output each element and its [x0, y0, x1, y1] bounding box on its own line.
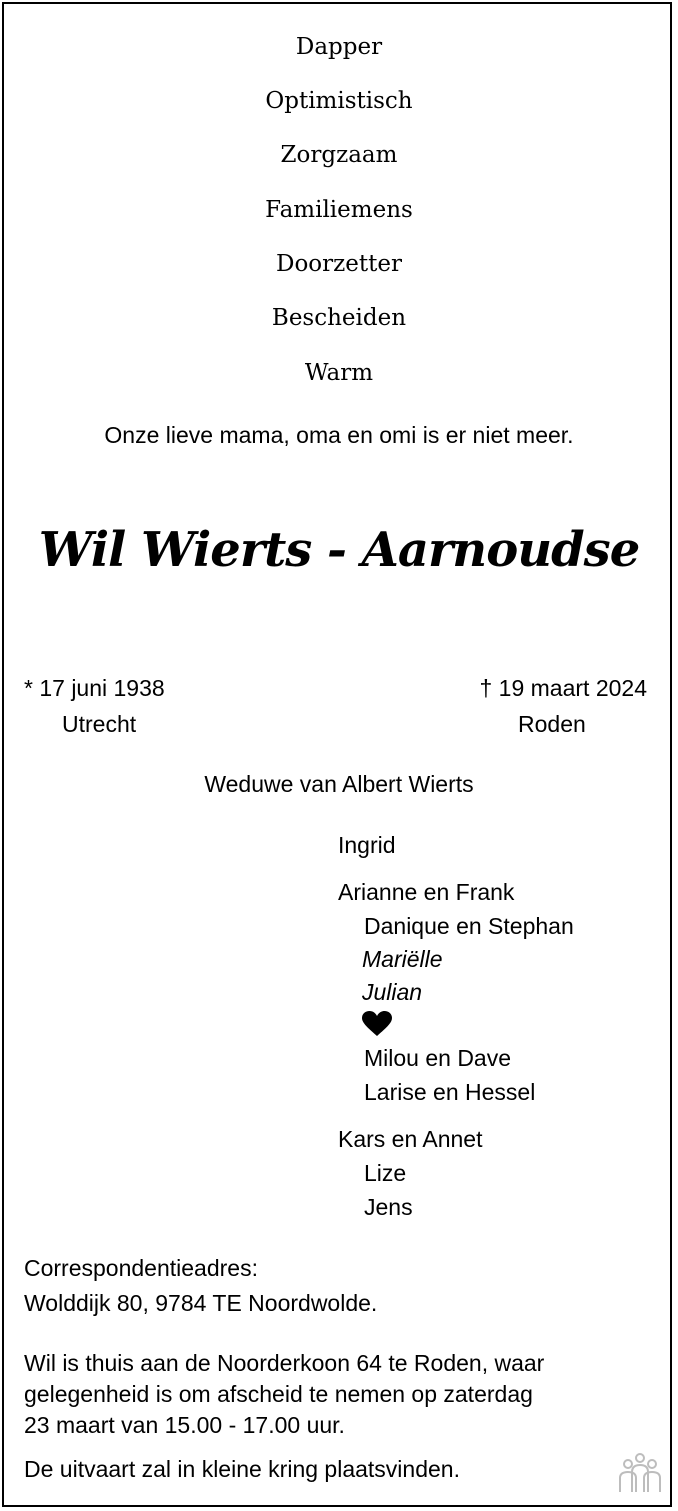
family-member: Larise en Hessel	[364, 1079, 536, 1105]
people-group-logo	[616, 1452, 664, 1496]
quality-word: Doorzetter	[276, 251, 402, 277]
family-member: Ingrid	[338, 832, 396, 858]
quality-word: Dapper	[295, 34, 383, 60]
intro-text: Onze lieve mama, oma en omi is er niet meer.	[104, 422, 574, 448]
notice-line: De uitvaart zal in kleine kring plaatsvinden.	[24, 1456, 460, 1482]
quality-word: Zorgzaam	[280, 142, 398, 168]
family-member: Danique en Stephan	[364, 913, 574, 939]
notice-line: gelegenheid is om afscheid te nemen op zaterdag	[24, 1381, 533, 1407]
family-member: Lize	[364, 1160, 407, 1186]
birth-date: * 17 juni 1938	[24, 675, 165, 701]
birth-place: Utrecht	[62, 711, 137, 737]
notice-line: Wil is thuis aan de Noorderkoon 64 te Roden, waar	[24, 1350, 545, 1376]
death-place: Roden	[518, 711, 586, 737]
family-member: Jens	[364, 1194, 413, 1220]
quality-word: Warm	[304, 360, 374, 386]
quality-word: Optimistisch	[265, 88, 413, 114]
notice-line: 23 maart van 15.00 - 17.00 uur.	[24, 1412, 345, 1438]
correspondence-address: Wolddijk 80, 9784 TE Noordwolde.	[24, 1290, 378, 1316]
heart-icon	[362, 1011, 392, 1037]
family-member: Arianne en Frank	[338, 879, 515, 905]
deceased-name: Wil Wierts - Aarnoudse	[38, 522, 640, 578]
quality-word: Bescheiden	[271, 305, 407, 331]
family-member: Kars en Annet	[338, 1126, 483, 1152]
family-member: Julian	[362, 979, 423, 1005]
quality-word: Familiemens	[265, 197, 413, 223]
death-date: † 19 maart 2024	[479, 675, 647, 701]
correspondence-label: Correspondentieadres:	[24, 1255, 258, 1281]
family-member: Mariëlle	[362, 946, 443, 972]
widow-line: Weduwe van Albert Wierts	[204, 771, 474, 797]
family-member: Milou en Dave	[364, 1045, 512, 1071]
